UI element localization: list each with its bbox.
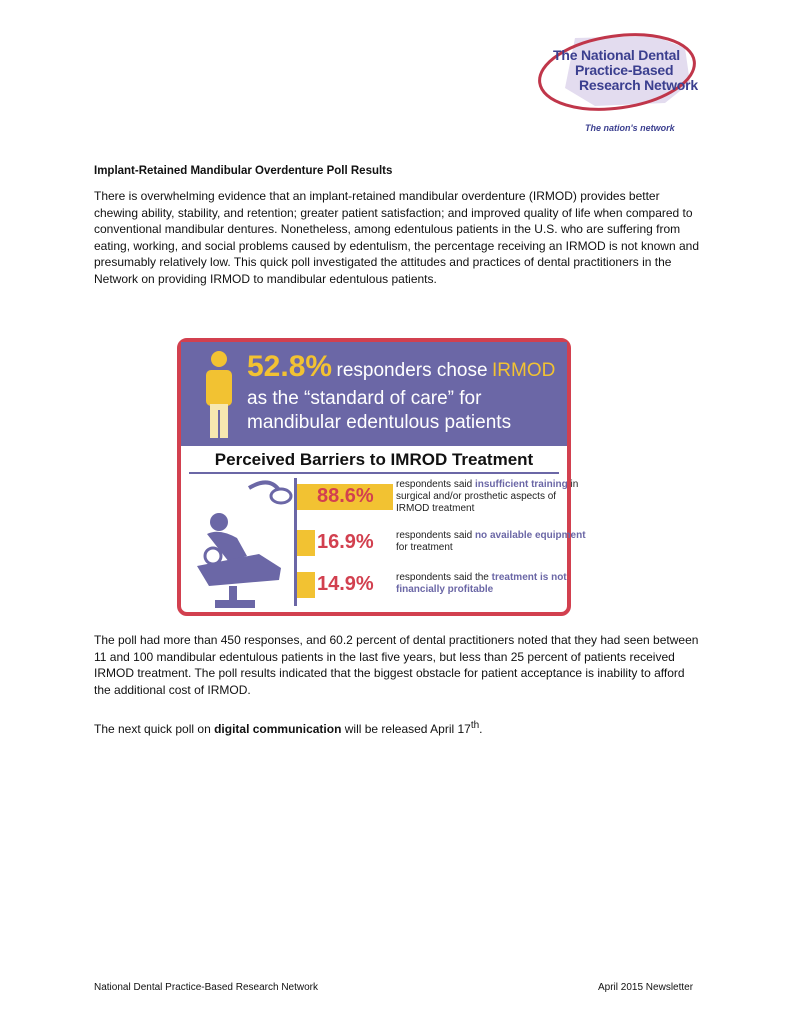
barrier-description-1 — [396, 479, 586, 515]
next-poll-paragraph — [94, 718, 704, 738]
headline-percent: 52.8% — [247, 350, 333, 383]
footer-issue: April 2015 Newsletter — [598, 982, 694, 993]
next-poll-pre: The next quick poll on — [94, 722, 215, 736]
barriers-divider — [189, 472, 559, 474]
barrier-2-pre: respondents said — [396, 530, 475, 541]
intro-paragraph: There is overwhelming evidence that an implant-retained mandibular overdenture (IRMOD) provides better chewing ability, stability, and retention; greater patient satisfaction; and improved quality of life when compared to conventional mandibular dentures. Nonetheless, among edentulous patients in the U.S. who are suffering from eating, working, and social problems caused by edentulism, the percentage receiving an IRMOD is not known and presumably relatively low. This quick poll investigated the attitudes and practices of dental practitioners in the Network on providing IRMOD to mandibular edentulous patients. — [94, 189, 699, 286]
barrier-description-2 — [396, 530, 586, 554]
barrier-percent-2: 16.9% — [317, 531, 374, 553]
headline-line-3: mandibular edentulous patients — [247, 412, 512, 433]
barrier-description-3 — [396, 572, 586, 596]
headline-line-1 — [247, 350, 555, 384]
barriers-title: Perceived Barriers to IMROD Treatment — [214, 450, 534, 469]
logo-line-2: Practice-Based — [575, 62, 674, 78]
logo-tagline: The nation's network — [585, 123, 675, 133]
barrier-percent-3: 14.9% — [317, 573, 374, 595]
logo-line-1: The National Dental — [553, 47, 680, 63]
logo-line-3: Research Network — [579, 77, 698, 93]
barrier-bar-no-equipment — [297, 530, 315, 556]
barrier-3-highlight: treatment is not financially profitable — [396, 572, 567, 595]
barrier-2-post: for treatment — [396, 542, 453, 553]
headline-irmod: IRMOD — [492, 360, 556, 381]
person-icon — [203, 350, 235, 440]
results-paragraph: The poll had more than 450 responses, and 60.2 percent of dental practitioners noted that they had seen between 11 and 100 mandibular edentulous patients in the last five years, but less than 25 percent of patients received IRMOD treatment. The poll results indicated that the biggest obstacle for patient acceptance is inability to afford the additional cost of IRMOD. — [94, 633, 699, 697]
barrier-percent-1: 88.6% — [317, 485, 374, 507]
barrier-2-highlight: no available equipment — [474, 530, 586, 541]
poll-infographic — [177, 338, 586, 616]
dental-chair-icon — [189, 476, 297, 614]
next-poll-post: will be released April 17 — [341, 722, 471, 736]
next-poll-sup: th — [470, 720, 480, 731]
infographic-headline-panel — [181, 342, 567, 446]
barrier-1-post: in surgical and/or prosthetic aspects of IRMOD treatment — [396, 479, 579, 514]
logo-text — [553, 48, 713, 93]
next-poll-topic: digital communication — [214, 722, 342, 736]
headline-text-1: responders chose — [336, 360, 488, 381]
barrier-1-pre: respondents said — [396, 479, 475, 490]
barrier-3-pre: respondents said the — [396, 572, 492, 583]
article-title: Implant-Retained Mandibular Overdenture Poll Results — [94, 165, 393, 177]
headline-line-2: as the “standard of care” for — [247, 388, 482, 409]
barrier-1-highlight: insufficient training — [474, 479, 568, 490]
next-poll-end: . — [479, 722, 483, 736]
footer-organization: National Dental Practice-Based Research Network — [94, 982, 318, 993]
barrier-bar-not-profitable — [297, 572, 315, 598]
network-logo — [535, 28, 705, 136]
